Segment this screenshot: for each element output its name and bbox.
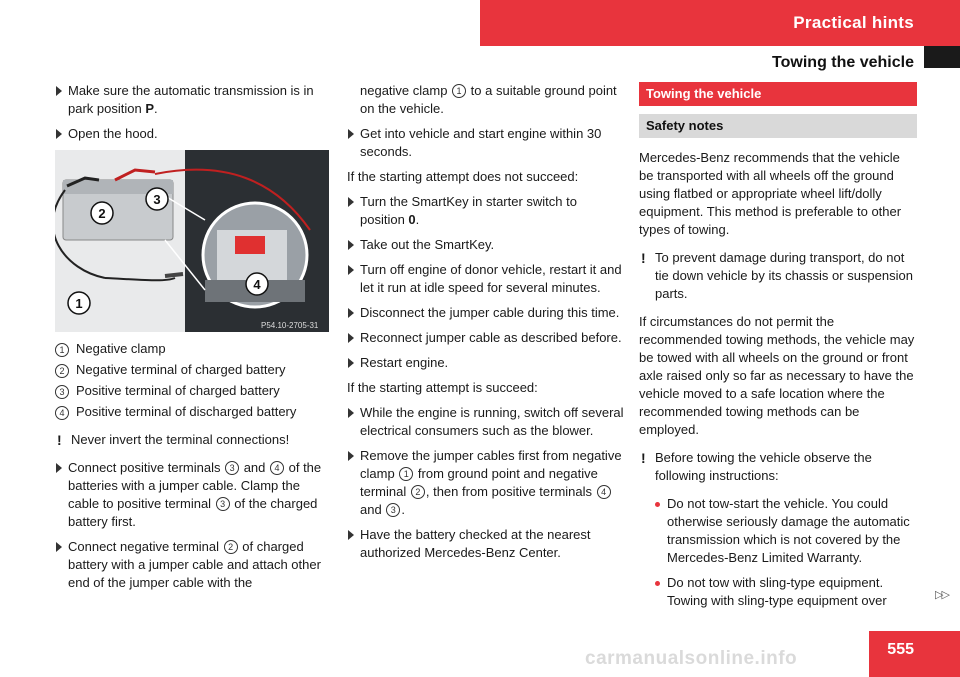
continue-arrow-icon: ▷▷: [935, 589, 948, 601]
warning-icon: !: [641, 250, 646, 266]
instruction-item: Make sure the automatic transmission is in park position P.: [55, 82, 333, 118]
instruction-item: Get into vehicle and start engine within 30 seconds.: [347, 125, 625, 161]
warning-note: ! Never invert the terminal connections!: [57, 432, 290, 448]
warning-icon: !: [57, 432, 62, 448]
jump-start-figure: [55, 150, 329, 332]
caption-item: 4 Positive terminal of discharged battery: [55, 403, 333, 421]
callout-2: 2: [98, 206, 106, 221]
instruction-item: Remove the jumper cables first from negative clamp 1 from ground point and negative terminal 2 , then from positive terminals 4 and 3 .: [347, 447, 625, 519]
page-subtitle: Towing the vehicle: [772, 54, 914, 71]
caption-number-icon: 3: [55, 385, 69, 399]
instruction-item: Connect positive terminals 3 and 4 of the batteries with a jumper cable. Clamp the cable to positive terminal 3 of the charged battery first.: [55, 459, 333, 531]
jump-start-illustration: [55, 150, 329, 332]
warning-icon: !: [641, 450, 646, 466]
instruction-item: Reconnect jumper cable as described before.: [347, 329, 625, 347]
header-tab-marker: [924, 46, 960, 68]
warning-note: ! To prevent damage during transport, do not tie down vehicle by its chassis or suspension parts.: [641, 250, 913, 301]
instruction-item: Turn the SmartKey in starter switch to position 0.: [347, 193, 625, 229]
instruction-item: Have the battery checked at the nearest authorized Mercedes-Benz Center.: [347, 526, 625, 562]
column-2: [347, 82, 625, 569]
caption-number-icon: 2: [55, 364, 69, 378]
instruction-item: Disconnect the jumper cable during this time.: [347, 304, 625, 322]
warning-note: ! Before towing the vehicle observe the following instructions:: [641, 450, 872, 483]
column-1: [55, 82, 333, 599]
instruction-item: Open the hood.: [55, 125, 333, 143]
warning-list-item: Do not tow-start the vehicle. You could otherwise seriously damage the automatic transmission which is not covered by the Mercedes-Benz Limited Warranty.: [653, 495, 917, 567]
instruction-item: While the engine is running, switch off several electrical consumers such as the blower.: [347, 404, 625, 440]
column-3: [639, 82, 917, 617]
condition-text: If the starting attempt is succeed:: [347, 380, 538, 395]
caption-item: 1 Negative clamp: [55, 340, 333, 358]
callout-3: 3: [153, 192, 161, 207]
continued-instruction: negative clamp 1 to a suitable ground point on the vehicle.: [360, 83, 617, 116]
instruction-item: Take out the SmartKey.: [347, 236, 625, 254]
body-paragraph: Mercedes-Benz recommends that the vehicle be transported with all wheels off the ground using flatbed or appropriate wheel lift/dolly equipment. This method is preferable to other types of towing.: [639, 150, 902, 237]
figure-code: P54.10-2705-31: [261, 321, 319, 330]
caption-item: 3 Positive terminal of charged battery: [55, 382, 333, 400]
page-number-box: [869, 631, 960, 677]
body-paragraph: If circumstances do not permit the recommended towing methods, the vehicle may be towed with all wheels on the ground or front axle raised only so far as necessary to have the vehicle moved to a safe location where the recommended towing methods can be employed.: [639, 314, 915, 437]
caption-number-icon: 4: [55, 406, 69, 420]
instruction-item: Restart engine.: [347, 354, 625, 372]
watermark: carmanualsonline.info: [585, 648, 798, 669]
callout-4: 4: [253, 277, 261, 292]
warning-list-item: Do not tow with sling-type equipment. Towing with sling-type equipment over: [653, 574, 917, 610]
instruction-item: Turn off engine of donor vehicle, restart it and let it run at idle speed for several minutes.: [347, 261, 625, 297]
caption-number-icon: 1: [55, 343, 69, 357]
page-number: 555: [887, 641, 914, 658]
condition-text: If the starting attempt does not succeed:: [347, 169, 579, 184]
section-heading: Towing the vehicle: [639, 82, 917, 106]
callout-1: 1: [75, 296, 83, 311]
instruction-item: Connect negative terminal 2 of charged battery with a jumper cable and attach other end of the jumper cable with the: [55, 538, 333, 592]
caption-item: 2 Negative terminal of charged battery: [55, 361, 333, 379]
subsection-heading: Safety notes: [639, 114, 917, 138]
section-title: Practical hints: [793, 13, 914, 32]
